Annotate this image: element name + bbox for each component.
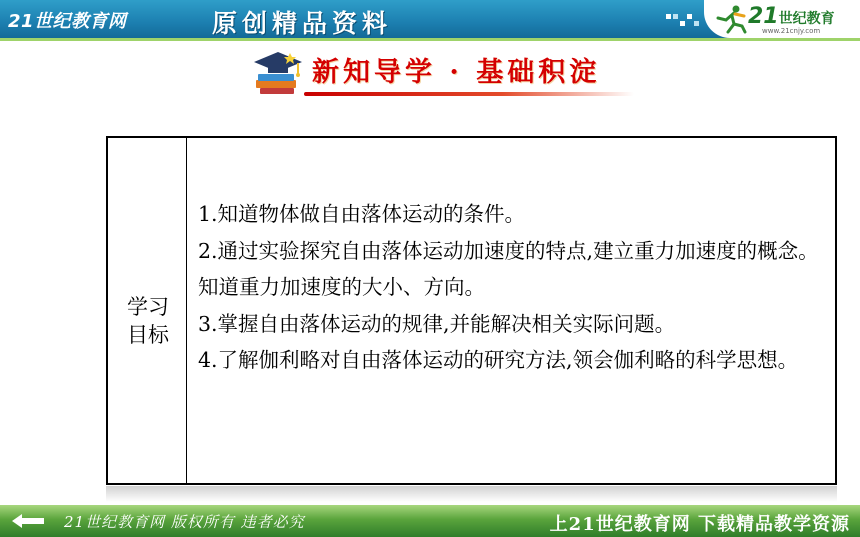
objectives-label: 学习目标	[127, 295, 169, 347]
bottom-banner	[0, 505, 860, 537]
objective-item: 4.了解伽利略对自由落体运动的研究方法,领会伽利略的科学思想。	[198, 348, 799, 372]
section-header	[250, 44, 640, 100]
section-title: 新知导学 · 基础积淀	[312, 57, 601, 88]
objective-item: 3.掌握自由落体运动的规律,并能解决相关实际问题。	[198, 311, 676, 336]
objectives-table	[106, 136, 837, 485]
logo-mark: 21	[748, 4, 779, 29]
objective-item: 2.通过实验探究自由落体运动加速度的特点,建立重力加速度的概念。知道重力加速度的大小、方向。	[198, 238, 819, 299]
runner-logo-icon	[714, 4, 748, 34]
copyright-notice: 21世纪教育网 版权所有 违者必究	[64, 513, 305, 531]
site-brand[interactable]: 21世纪教育网	[8, 11, 127, 32]
logo-text	[748, 4, 835, 29]
label-column	[108, 138, 187, 483]
graduation-cap-books-icon	[250, 50, 306, 96]
site-logo[interactable]	[704, 0, 860, 38]
logo-url: www.21cnjy.com	[762, 27, 821, 35]
section-underline	[304, 92, 634, 96]
download-link[interactable]: 上21世纪教育网 下载精品教学资源	[549, 514, 850, 535]
objectives-list	[198, 196, 828, 379]
objective-item: 1.知道物体做自由落体运动的条件。	[198, 202, 526, 226]
back-arrow-icon[interactable]	[12, 514, 44, 528]
header-divider	[0, 38, 860, 41]
top-banner	[0, 0, 860, 38]
logo-cn: 世纪教育	[778, 11, 835, 27]
table-shadow	[106, 486, 837, 502]
tagline: 原创精品资料	[212, 9, 393, 38]
decorative-squares-icon	[664, 10, 704, 30]
